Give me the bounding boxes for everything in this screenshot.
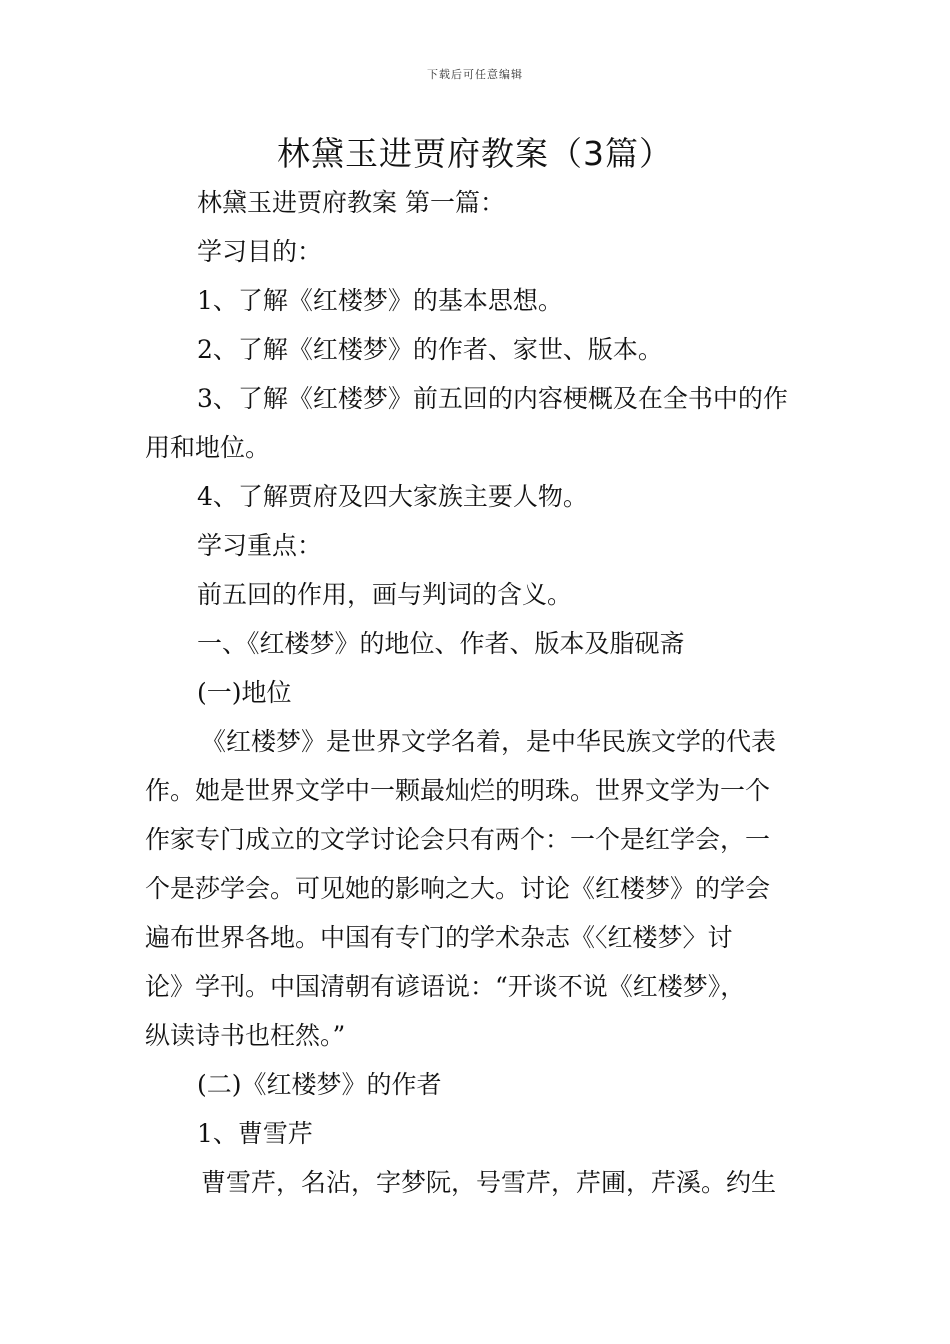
header-note: 下载后可任意编辑	[427, 68, 523, 81]
subheading-learning-goals: 学习目的：	[197, 237, 323, 266]
paragraph-line: 论》学刊。中国清朝有谚语说：“开谈不说《红楼梦》，	[145, 972, 746, 1001]
paragraph-line: 曹雪芹，名沾，字梦阮，号雪芹，芹圃，芹溪。约生	[201, 1168, 777, 1197]
list-item: 4、了解贾府及四大家族主要人物。	[197, 482, 588, 511]
subsection-heading: (一)地位	[197, 678, 292, 707]
paragraph-line: 前五回的作用，画与判词的含义。	[197, 580, 573, 609]
list-item: 1、曹雪芹	[197, 1119, 313, 1148]
subsection-heading: (二)《红楼梦》的作者	[197, 1070, 442, 1099]
paragraph-line: 遍布世界各地。中国有专门的学术杂志《〈红楼梦〉讨	[145, 923, 733, 952]
paragraph-line: 作家专门成立的文学讨论会只有两个：一个是红学会，一	[145, 825, 771, 854]
list-item: 1、了解《红楼梦》的基本思想。	[197, 286, 563, 315]
list-item: 2、了解《红楼梦》的作者、家世、版本。	[197, 335, 663, 364]
document-title: 林黛玉进贾府教案（3篇）	[277, 134, 673, 173]
paragraph-line: 纵读诗书也枉然。”	[145, 1021, 346, 1050]
section-heading: 林黛玉进贾府教案 第一篇：	[197, 188, 505, 217]
subheading-learning-focus: 学习重点：	[197, 531, 323, 560]
paragraph-line: 个是莎学会。可见她的影响之大。讨论《红楼梦》的学会	[145, 874, 771, 903]
section-heading: 一、《红楼梦》的地位、作者、版本及脂砚斋	[197, 629, 685, 658]
paragraph-line: 作。她是世界文学中一颗最灿烂的明珠。世界文学为一个	[145, 776, 771, 805]
document-body	[145, 178, 807, 1207]
list-item: 3、了解《红楼梦》前五回的内容梗概及在全书中的作	[197, 384, 788, 413]
list-item-continuation: 用和地位。	[145, 433, 271, 462]
paragraph-line: 《红楼梦》是世界文学名着，是中华民族文学的代表	[201, 727, 777, 756]
